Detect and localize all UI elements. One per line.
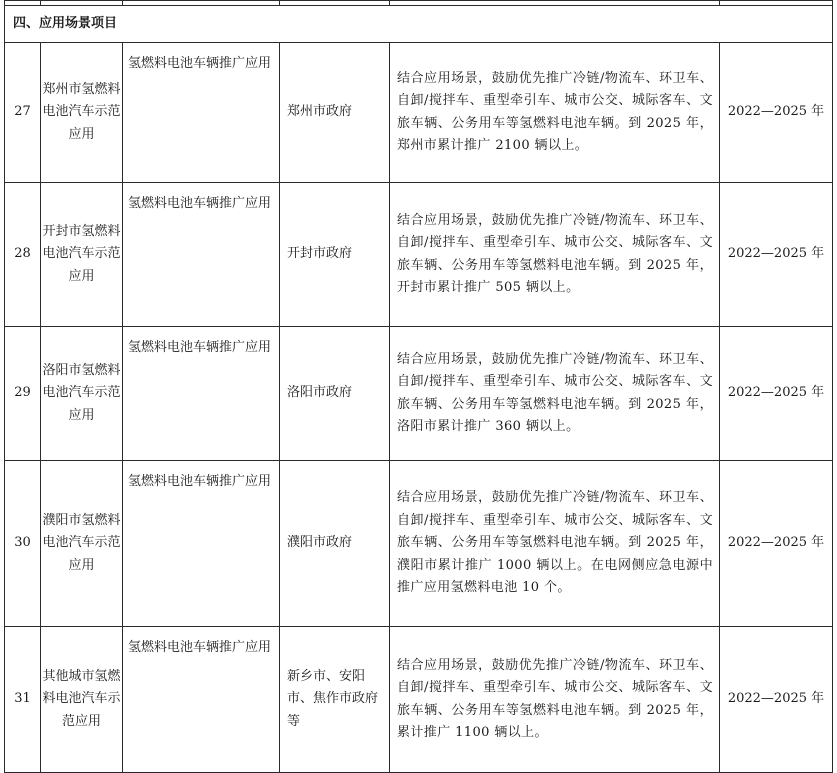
time-period: 2022—2025 年	[720, 43, 833, 183]
time-period: 2022—2025 年	[720, 183, 833, 327]
project-content: 氢燃料电池车辆推广应用	[123, 627, 280, 773]
responsible-org: 郑州市政府	[280, 43, 390, 183]
table-row	[5, 327, 833, 461]
document-page	[4, 0, 832, 773]
responsible-org: 洛阳市政府	[280, 327, 390, 461]
time-period: 2022—2025 年	[720, 627, 833, 773]
responsible-org: 濮阳市政府	[280, 461, 390, 627]
item-name: 开封市氢燃料电池汽车示范应用	[41, 183, 123, 327]
responsible-org: 开封市政府	[280, 183, 390, 327]
construction-content: 结合应用场景，鼓励优先推广冷链/物流车、环卫车、自卸/搅拌车、重型牵引车、城市公交、城际客车、文旅车辆、公务用车等氢燃料电池车辆。到 2025 年，开封市累计推广 505 辆以上。	[390, 183, 720, 327]
row-number: 29	[5, 327, 41, 461]
item-name: 郑州市氢燃料电池汽车示范应用	[41, 43, 123, 183]
row-number: 31	[5, 627, 41, 773]
construction-content: 结合应用场景，鼓励优先推广冷链/物流车、环卫车、自卸/搅拌车、重型牵引车、城市公交、城际客车、文旅车辆、公务用车等氢燃料电池车辆。到 2025 年，累计推广 1100 辆以上。	[390, 627, 720, 773]
table-row	[5, 183, 833, 327]
item-name: 洛阳市氢燃料电池汽车示范应用	[41, 327, 123, 461]
row-number: 28	[5, 183, 41, 327]
table-row	[5, 43, 833, 183]
row-number: 30	[5, 461, 41, 627]
construction-content: 结合应用场景，鼓励优先推广冷链/物流车、环卫车、自卸/搅拌车、重型牵引车、城市公交、城际客车、文旅车辆、公务用车等氢燃料电池车辆。到 2025 年，濮阳市累计推广 1000 辆以上。在电网侧应急电源中推广应用氢燃料电池 10 个。	[390, 461, 720, 627]
project-content: 氢燃料电池车辆推广应用	[123, 461, 280, 627]
row-number: 27	[5, 43, 41, 183]
project-table	[4, 0, 833, 773]
responsible-org: 新乡市、安阳市、焦作市政府等	[280, 627, 390, 773]
table-row	[5, 461, 833, 627]
section-title: 四、应用场景项目	[5, 6, 833, 43]
table-row	[5, 627, 833, 773]
item-name: 其他城市氢燃料电池汽车示范应用	[41, 627, 123, 773]
item-name: 濮阳市氢燃料电池汽车示范应用	[41, 461, 123, 627]
project-content: 氢燃料电池车辆推广应用	[123, 327, 280, 461]
time-period: 2022—2025 年	[720, 461, 833, 627]
construction-content: 结合应用场景，鼓励优先推广冷链/物流车、环卫车、自卸/搅拌车、重型牵引车、城市公交、城际客车、文旅车辆、公务用车等氢燃料电池车辆。到 2025 年，郑州市累计推广 2100 辆以上。	[390, 43, 720, 183]
construction-content: 结合应用场景，鼓励优先推广冷链/物流车、环卫车、自卸/搅拌车、重型牵引车、城市公交、城际客车、文旅车辆、公务用车等氢燃料电池车辆。到 2025 年，洛阳市累计推广 360 辆以上。	[390, 327, 720, 461]
project-content: 氢燃料电池车辆推广应用	[123, 183, 280, 327]
section-header-row	[5, 6, 833, 43]
time-period: 2022—2025 年	[720, 327, 833, 461]
project-content: 氢燃料电池车辆推广应用	[123, 43, 280, 183]
